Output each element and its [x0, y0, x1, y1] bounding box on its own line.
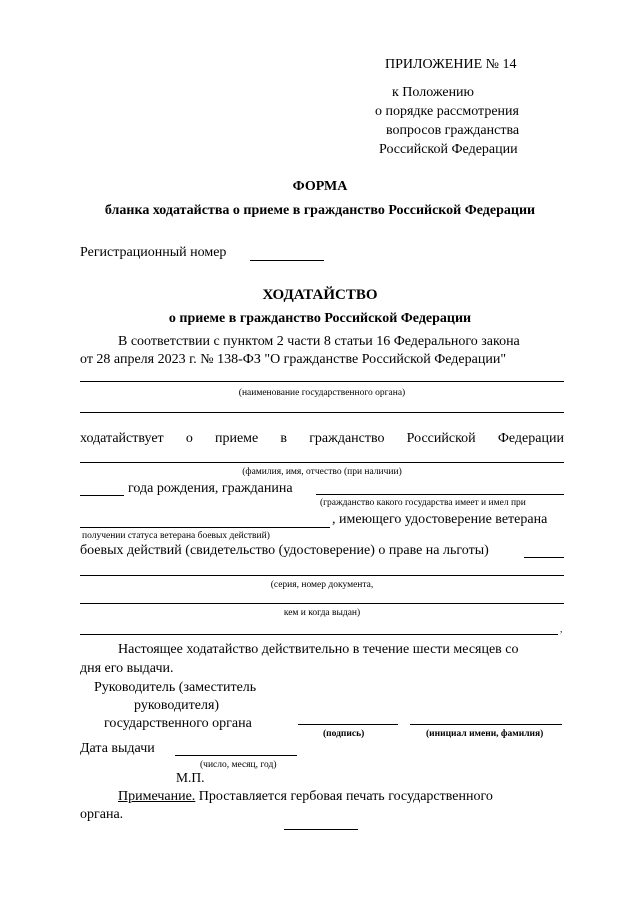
head-title-line: руководителя): [134, 698, 220, 713]
validity-line: дня его выдачи.: [80, 661, 174, 676]
appendix-line: о порядке рассмотрения: [375, 104, 519, 119]
caption-name: (инициал имени, фамилия): [426, 729, 544, 739]
issue-date-label: Дата выдачи: [80, 741, 155, 756]
fio-field: [80, 462, 564, 463]
registration-number-field: [250, 260, 324, 261]
caption-agency: (наименование государственного органа): [238, 388, 406, 398]
petitions-line: [80, 430, 564, 448]
citizenship-field-continued: [80, 527, 330, 528]
intro-line: от 28 апреля 2023 г. № 138-ФЗ "О гражданстве Российской Федерации": [80, 352, 507, 367]
veteran-text: , имеющего удостоверение ветерана: [332, 512, 548, 527]
note-text: Проставляется гербовая печать государственного: [195, 789, 493, 804]
petitions-word: в: [280, 431, 288, 446]
note-label: Примечание.: [118, 789, 196, 804]
note-line: [118, 788, 493, 806]
stamp-place: М.П.: [176, 770, 205, 785]
benefits-field: [524, 557, 564, 558]
petitions-word: Федерации: [497, 431, 564, 446]
end-rule: [284, 829, 358, 830]
agency-field: [80, 381, 564, 382]
citizenship-field: [316, 494, 564, 495]
appendix-title: ПРИЛОЖЕНИЕ № 14: [385, 57, 517, 72]
name-field: [410, 724, 562, 725]
caption-veteran-status: получении статуса ветерана боевых действий): [82, 531, 270, 541]
appendix-line: к Положению: [392, 85, 475, 100]
end-mark: ,: [560, 625, 563, 635]
petition-subtitle: о приеме в гражданство Российской Федерации: [168, 311, 472, 326]
validity-line: Настоящее ходатайство действительно в течение шести месяцев со: [118, 642, 519, 657]
benefits-text: боевых действий (свидетельство (удостоверение) о праве на льготы): [80, 543, 489, 558]
caption-issued-by: кем и когда выдан): [283, 608, 361, 618]
form-subheading: бланка ходатайства о приеме в гражданство Российской Федерации: [104, 203, 536, 218]
caption-fio: (фамилия, имя, отчество (при наличии): [242, 467, 402, 477]
document-issued-field-continued: [80, 634, 558, 635]
document-issued-field: [80, 603, 564, 604]
petitions-word: о: [185, 431, 193, 446]
birth-year-field: [80, 495, 124, 496]
registration-label: Регистрационный номер: [80, 245, 227, 260]
appendix-line: вопросов гражданства: [386, 123, 520, 138]
petitions-word: гражданство: [309, 431, 385, 446]
form-heading: ФОРМА: [292, 179, 348, 194]
head-title-line: государственного органа: [104, 716, 252, 731]
document-series-field: [80, 575, 564, 576]
caption-signature: (подпись): [323, 729, 365, 739]
caption-doc-series: (серия, номер документа,: [270, 580, 374, 590]
petitions-word: приеме: [214, 431, 259, 446]
caption-citizenship: (гражданство какого государства имеет и имел при: [320, 498, 526, 508]
birth-year-text: года рождения, гражданина: [128, 481, 293, 496]
petition-title: ХОДАТАЙСТВО: [262, 287, 378, 303]
head-title-line: Руководитель (заместитель: [94, 680, 257, 695]
agency-field-continued: [80, 412, 564, 413]
appendix-line: Российской Федерации: [379, 142, 518, 157]
intro-line: В соответствии с пунктом 2 части 8 статьи 16 Федерального закона: [118, 334, 520, 349]
caption-date: (число, месяц, год): [200, 760, 277, 770]
note-line: органа.: [80, 807, 124, 822]
issue-date-field: [175, 755, 297, 756]
petitions-word: ходатайствует: [80, 431, 164, 446]
petitions-word: Российской: [406, 431, 476, 446]
signature-field: [298, 724, 398, 725]
